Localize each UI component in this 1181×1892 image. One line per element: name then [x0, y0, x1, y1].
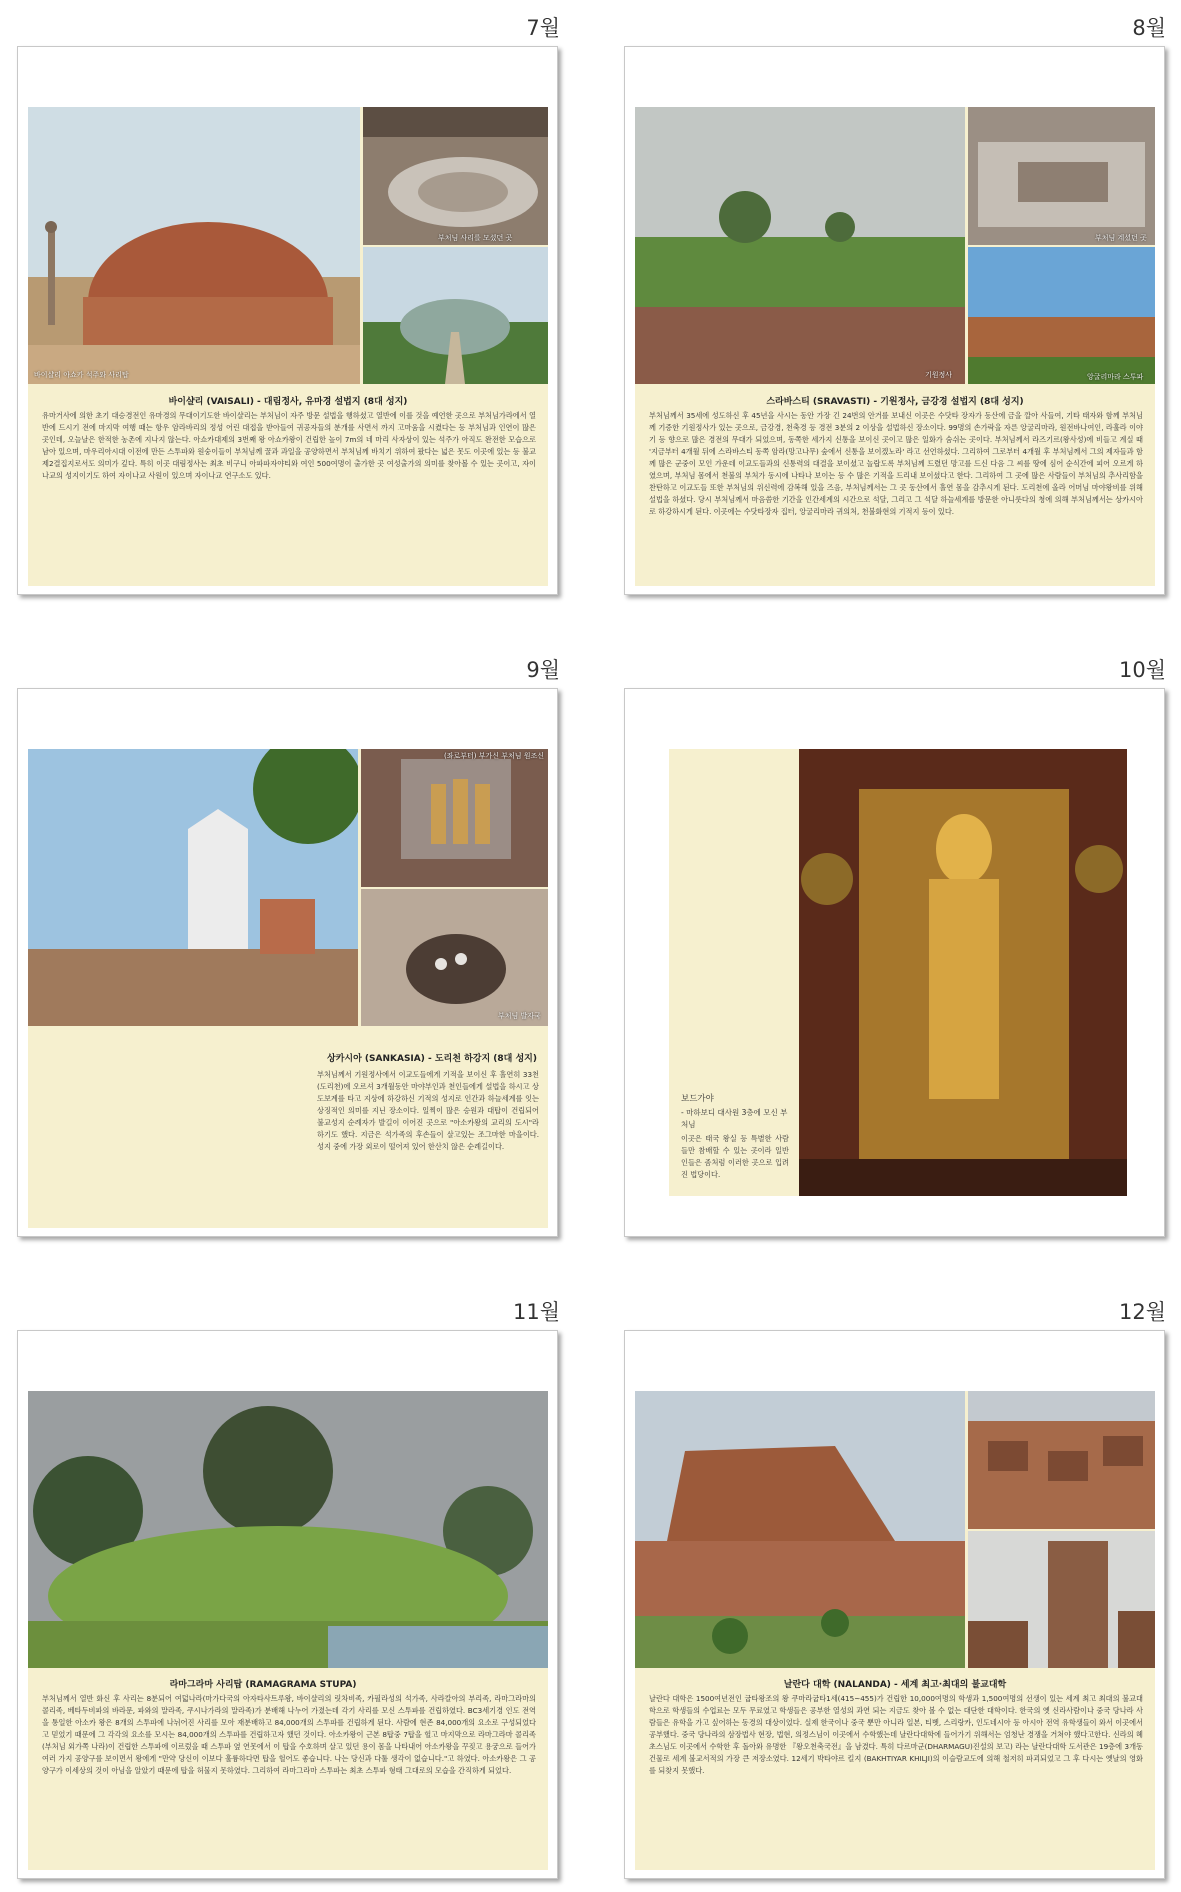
calendar-page-august	[624, 46, 1165, 595]
jetavana-photo	[635, 107, 965, 384]
excavated-site-photo	[363, 107, 548, 245]
page-title: 날란다 대학 (NALANDA) - 세계 최고·최대의 불교대학	[783, 1680, 1007, 1690]
page-title: 라마그라마 사리탑 (RAMAGRAMA STUPA)	[169, 1680, 357, 1690]
footprint-photo	[361, 889, 548, 1026]
shrine-photo	[28, 749, 358, 1026]
page-body-text: 부처님께서 기원정사에서 이교도들에게 기적을 보이신 후 홀연히 33천(도리천)에 오르셔 3개월동안 마야부인과 천인들에게 설법을 하시고 상도보계를 타고 지상에 하강하신 기적의 성지로 인간과 하늘세계를 잇는 상징적인 의미를 지닌 장소이다. 일찍이 많은 승원과 대탑이 건립되어 불교성지 순례자가 발길이 이어진 곳으로 "아소카왕의 교리의 도시"라 하기도 했다. 지금은 석가족의 후손들이 살고있는 조그마한 마을이다. 성지 중에 가장 외로이 떨어져 있어 한산치 않은 순례길이다.	[317, 1070, 539, 1151]
angulimala-stupa-photo	[968, 247, 1155, 384]
photo-caption: 부처님 사리를 모셨던 곳	[438, 234, 513, 242]
page-body-text: 이곳은 태국 왕실 등 특별한 사람들만 참배할 수 있는 곳이라 일반인들은 좀처럼 이러한 곳으로 입려진 법당이다.	[681, 1134, 789, 1179]
buddha-relief-photo	[361, 749, 548, 887]
monastery-cells-photo	[968, 1391, 1155, 1529]
calendar-page-november	[17, 1330, 558, 1879]
month-label-november: 11월	[512, 1300, 560, 1324]
page-body-text: 날란다 대학은 1500여년전인 굽타왕조의 왕 쿠마라굽타1세(415~455)가 건립한 10,000여명의 학생과 1,500여명의 선생이 있는 세계 최고 최대의 불교대학으로 학생들의 수업료는 모두 무료였고 학생들은 공부한 열성의 과연 되는 지금도 찾아 볼 수 없는 대단한 대학이다. 한국의 옛 신라사람이나 중국 당나라 사람들은 유학을 가고 싶어하는 동경의 대상이었다. 실제 한국이나 중국 뿐만 아니라 일본, 티벳, 스리랑카, 인도네시아 등 아시아 전역 유학생들이 와서 이곳에서 공부했다. 중국 당나라의 삼장법사 현장, 법현, 의정스님이 이곳에서 수학했는데 날란다대학에 들어가기 위해서는 엄청난 경쟁을 거쳐야 했다고한다. 신라의 혜초스님도 이곳에서 수학한 후 돌아와 유명한 『왕오천축국전』을 남겼다. 특히 다르마군(DHARMAGU)진설의 보고) 라는 날란다대학 도서관은 19층에 3개동 건물로 세계 불교서적의 가장 큰 저장소였다. 12세기 박타야르 킬지 (BAKHTIYAR KHILJI)의 이슬람교도에 의해 철저히 파괴되었고 그 후 다시는 옛날의 영화를 되찾지 못했다.	[649, 1694, 1143, 1775]
golden-buddha-photo	[799, 749, 1127, 1196]
photo-caption: 부처님 계셨던 곳	[1095, 234, 1147, 242]
calendar-page-july	[17, 46, 558, 595]
month-label-july: 7월	[526, 16, 560, 40]
ruins-photo	[968, 107, 1155, 245]
nalanda-ruins-photo	[635, 1391, 965, 1668]
page-title: 바이샬리 (VAISALI) - 대림정사, 유마경 설법지 (8대 성지)	[168, 397, 408, 407]
month-label-december: 12월	[1118, 1300, 1166, 1324]
ramagrama-stupa-photo	[28, 1391, 548, 1668]
stupa-photo	[28, 107, 360, 384]
photo-caption: 부처님 발자국	[498, 1012, 541, 1020]
page-subtitle: - 마하보디 대사원 3층에 모신 부처님	[681, 1108, 788, 1129]
calendar-page-september	[17, 688, 558, 1237]
page-body-text: 유마거사에 의한 초기 대승경전인 유마경의 무대이기도한 바이샬리는 부처님이 자주 방문 설법을 행하셨고 열반에 이를 것을 예언한 곳으로 부처님가라에서 열반에 드시기 전에 마지막 여행 때는 항우 암라바리의 정성 어린 대접을 받아들여 귀공자들의 분개를 사면서 까지 고마움을 시켰다는 등 부처님과 인연이 많은 곳인데, 오늘날은 한적한 농촌에 지나지 않는다. 아쇼카대제의 3번째 왕 아쇼카왕이 건립한 높이 7m의 네 마리 사자상이 있는 석주가 아직도 완전한 모습으로 남아 있으며, 마우리아시대 이전에 만든 스투파와 원숭이들이 부처님께 꿀과 과일을 공양하면서 부처님께 바치기 위하여 팠다는 넓은 못도 이곳에 있는 등 불교 제2결집지로서도 의미가 깊다. 특히 이곳 대림정사는 최초 비구니 아파파자야티와 여인 500여명이 출가한 곳 여성출가의 의미를 찾아볼 수 있는 곳이고, 자이나교의 성지이기도 하여 자이나교 사원이 있으며 자이나교 연구소도 있다.	[42, 411, 536, 480]
photo-caption: 기원정사	[925, 371, 953, 379]
dome-building-photo	[363, 247, 548, 384]
page-title: 상카시아 (SANKASIA) - 도리천 하강지 (8대 성지)	[327, 1054, 537, 1064]
page-title: 보드가야	[681, 1094, 714, 1104]
photo-caption: 앙굴리마라 스투파	[1087, 373, 1144, 381]
calendar-page-december	[624, 1330, 1165, 1879]
page-body-text: 부처님께서 열반 화신 후 사리는 8분되어 여덟나라(마가다국의 아자타사트루왕, 바이샬리의 릿차비족, 카필라성의 석가족, 사라칼아의 부리족, 라마그라마의 콜리족, 베타두비파의 바라문, 파와의 말라족, 쿠시나가라의 말라족)가 분배해 나누어 가졌는데 각기 사리를 모신 스투파를 건립하였다. BC3세기경 인도 전역을 통일한 아소카 왕은 8개의 스투파에 나뉘어진 사리를 모아 재분배하고 84,000개의 스투파를 건립하게 된다. 사람에 현존 84,000개의 요소로 구성되었다고 믿었기 때문에 그 각각의 요소를 모시는 84,000개의 스투파를 건립하고자 했던 것이다. 아소카왕이 근본 8탑중 7탑을 헐고 마지막으로 라마그라마 콜리족(부처님 외가쪽 나라)이 건립한 스투파에 이르렀을 때 스투파 옆 연못에서 이 탑을 수호하며 살고 있던 용이 몸을 나타내어 아소카왕을 꾸짖고 용궁으로 들어가 여러 가지 공양구를 보이면서 왕에게 "만약 당신이 이보다 훌륭하다면 탑을 헐어도 좋습니다. 나는 당신과 다툴 생각이 없습니다."고 하였다. 아소카왕은 그 공양구가 이세상의 것이 아님을 알았기 때문에 탑을 허물지 못하였다. 그리하여 라마그라마 스투파는 최초 스투파 형태 그대로의 모습을 간직하게 되었다.	[42, 1694, 536, 1775]
page-body-text: 부처님께서 35세에 성도하신 후 45년을 사시는 동안 가장 긴 24번의 안거를 보내신 이곳은 수닷타 장자가 동산에 금을 깔아 사들여, 기타 태자와 함께 부처님께 기증한 기원정사가 있는 곳으로, 금강경, 천축경 등 경전 3분의 2 이상을 설법하신 장소이다. 99명의 손가락을 자른 앙굴리마라, 원전바나여인, 라훌라 이야기 등 향으로 많은 경전의 무대가 되었으며, 동쪽한 세가지 신통을 보이신 곳이고 많은 일화가 숨쉬는 곳이다. 부처님께서 라즈기르(왕사성)에 비들고 계실 때 '지금부터 4개월 뒤에 스라바스티 동쪽 암라(망고나무) 숲에서 신통을 보이겠노라' 라고 선언하셨다. 그리하여 그로부터 4개월 후 부처님께서 그의 제자들과 함께 많은 군중이 모인 가운데 이교도들과의 신통력의 대결을 보이셨고 놀랍도록 부처님께 드렸던 망고를 드신 다음 그 씨를 땅에 심어 순식간에 피어 오르게 하였으며, 부처님 몸에서 천불의 부처가 동시에 나타나 보이는 등 수 많은 기적을 드리내 보이셨다고 한다. 그리하여 그 곳에 많은 사람들이 부처님의 추사리함을 찬탄하고 이교도들 또한 부처님의 위신력에 감복해 있을 즈음, 부처님께서는 그 곳 동산에서 홀연 몸을 감추시게 된다. 도리천에 올라 어머님 마야왕비를 위해 설법을 하셨다. 당시 부처님께서 마음씀한 기간을 인간세계의 시간으로 석달, 그리고 그 석달 하늘세계를 방문한 아니룻다의 청에 의해 부처님께서는 상카시아로 하강하시게 된다. 이곳에는 수닷타장자 집터, 앙굴리마라 귀의처, 천불화현의 기적지 등이 있다.	[649, 411, 1143, 516]
month-label-september: 9월	[526, 658, 560, 682]
month-label-october: 10월	[1118, 658, 1166, 682]
month-label-august: 8월	[1132, 16, 1166, 40]
calendar-page-october	[624, 688, 1165, 1237]
temple-tower-photo	[968, 1531, 1155, 1668]
photo-caption: (좌로부터) 부가신 부처님 원조신	[444, 752, 545, 760]
photo-caption: 바이샬리 아쇼카 석주와 사리탑	[34, 371, 129, 379]
page-title: 스라바스티 (SRAVASTI) - 기원정사, 금강경 설법지 (8대 성지)	[766, 397, 1024, 407]
